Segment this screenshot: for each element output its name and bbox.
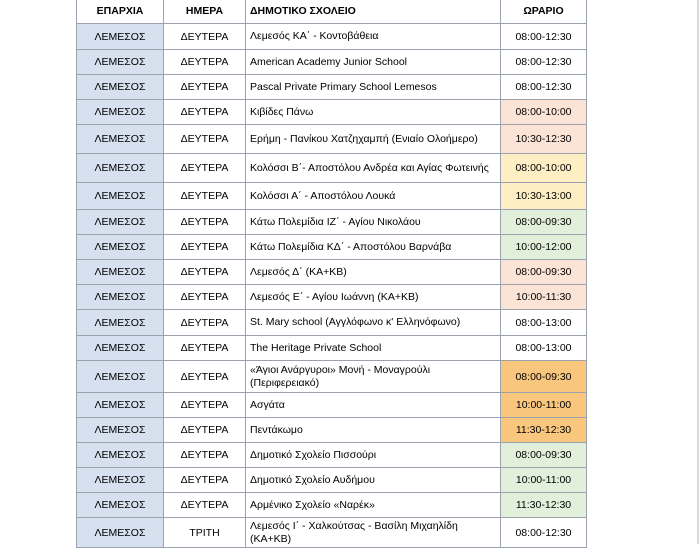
cell-region: ΛΕΜΕΣΟΣ bbox=[77, 393, 164, 418]
table-row bbox=[77, 183, 587, 210]
table-row bbox=[77, 493, 587, 518]
table-row bbox=[77, 24, 587, 50]
table-row bbox=[77, 285, 587, 310]
header-school: ΔΗΜΟΤΙΚΟ ΣΧΟΛΕΙΟ bbox=[246, 0, 501, 24]
cell-region: ΛΕΜΕΣΟΣ bbox=[77, 75, 164, 100]
cell-school: «Άγιοι Ανάργυροι» Μονή - Μοναγρούλι (Περιφερειακό) bbox=[246, 361, 501, 393]
table-row bbox=[77, 336, 587, 361]
table-row bbox=[77, 235, 587, 260]
cell-time: 10:00-12:00 bbox=[501, 235, 587, 260]
cell-day: ΤΡΙΤΗ bbox=[164, 518, 246, 548]
cell-day: ΔΕΥΤΕΡΑ bbox=[164, 418, 246, 443]
table-row bbox=[77, 260, 587, 285]
cell-region: ΛΕΜΕΣΟΣ bbox=[77, 183, 164, 210]
school-schedule-table bbox=[76, 0, 587, 548]
cell-region: ΛΕΜΕΣΟΣ bbox=[77, 125, 164, 154]
cell-day: ΔΕΥΤΕΡΑ bbox=[164, 75, 246, 100]
cell-time: 08:00-12:30 bbox=[501, 518, 587, 548]
cell-day: ΔΕΥΤΕΡΑ bbox=[164, 210, 246, 235]
cell-school: Κάτω Πολεμίδια ΙΖ΄ - Αγίου Νικολάου bbox=[246, 210, 501, 235]
cell-time: 08:00-12:30 bbox=[501, 50, 587, 75]
cell-time: 08:00-09:30 bbox=[501, 210, 587, 235]
header-day: ΗΜΕΡΑ bbox=[164, 0, 246, 24]
cell-time: 10:30-13:00 bbox=[501, 183, 587, 210]
cell-day: ΔΕΥΤΕΡΑ bbox=[164, 285, 246, 310]
cell-time: 08:00-12:30 bbox=[501, 75, 587, 100]
cell-region: ΛΕΜΕΣΟΣ bbox=[77, 493, 164, 518]
cell-region: ΛΕΜΕΣΟΣ bbox=[77, 154, 164, 183]
cell-region: ΛΕΜΕΣΟΣ bbox=[77, 518, 164, 548]
cell-school: Δημοτικό Σχολείο Αυδήμου bbox=[246, 468, 501, 493]
cell-region: ΛΕΜΕΣΟΣ bbox=[77, 418, 164, 443]
cell-school: Κολόσσι Β΄- Αποστόλου Ανδρέα και Αγίας Φωτεινής bbox=[246, 154, 501, 183]
cell-time: 08:00-12:30 bbox=[501, 24, 587, 50]
cell-day: ΔΕΥΤΕΡΑ bbox=[164, 310, 246, 336]
cell-school: Λεμεσός ΚΑ΄ - Κοντοβάθεια bbox=[246, 24, 501, 50]
cell-time: 10:00-11:00 bbox=[501, 393, 587, 418]
table-row bbox=[77, 125, 587, 154]
cell-region: ΛΕΜΕΣΟΣ bbox=[77, 24, 164, 50]
table-row bbox=[77, 50, 587, 75]
cell-time: 10:00-11:30 bbox=[501, 285, 587, 310]
cell-school: Αρμένικο Σχολείο «Ναρέκ» bbox=[246, 493, 501, 518]
cell-school: Ασγάτα bbox=[246, 393, 501, 418]
cell-time: 08:00-09:30 bbox=[501, 361, 587, 393]
table-row bbox=[77, 418, 587, 443]
cell-time: 08:00-13:00 bbox=[501, 310, 587, 336]
cell-time: 10:30-12:30 bbox=[501, 125, 587, 154]
header-region: ΕΠΑΡΧΙΑ bbox=[77, 0, 164, 24]
cell-school: Πεντάκωμο bbox=[246, 418, 501, 443]
cell-region: ΛΕΜΕΣΟΣ bbox=[77, 50, 164, 75]
table-row bbox=[77, 518, 587, 548]
cell-day: ΔΕΥΤΕΡΑ bbox=[164, 361, 246, 393]
cell-day: ΔΕΥΤΕΡΑ bbox=[164, 260, 246, 285]
table-row bbox=[77, 468, 587, 493]
cell-day: ΔΕΥΤΕΡΑ bbox=[164, 100, 246, 125]
cell-day: ΔΕΥΤΕΡΑ bbox=[164, 443, 246, 468]
cell-region: ΛΕΜΕΣΟΣ bbox=[77, 468, 164, 493]
table-row bbox=[77, 443, 587, 468]
cell-region: ΛΕΜΕΣΟΣ bbox=[77, 100, 164, 125]
cell-school: Λεμεσός Δ΄ (ΚΑ+ΚΒ) bbox=[246, 260, 501, 285]
table-row bbox=[77, 393, 587, 418]
cell-day: ΔΕΥΤΕΡΑ bbox=[164, 50, 246, 75]
cell-day: ΔΕΥΤΕΡΑ bbox=[164, 154, 246, 183]
cell-time: 10:00-11:00 bbox=[501, 468, 587, 493]
cell-day: ΔΕΥΤΕΡΑ bbox=[164, 493, 246, 518]
cell-time: 11:30-12:30 bbox=[501, 493, 587, 518]
cell-region: ΛΕΜΕΣΟΣ bbox=[77, 361, 164, 393]
cell-school: Ερήμη - Πανίκου Χατζηχαμπή (Ενιαίο Ολοήμερο) bbox=[246, 125, 501, 154]
cell-day: ΔΕΥΤΕΡΑ bbox=[164, 183, 246, 210]
cell-school: American Academy Junior School bbox=[246, 50, 501, 75]
header-time: ΩΡΑΡΙΟ bbox=[501, 0, 587, 24]
cell-time: 08:00-13:00 bbox=[501, 336, 587, 361]
cell-day: ΔΕΥΤΕΡΑ bbox=[164, 336, 246, 361]
cell-day: ΔΕΥΤΕΡΑ bbox=[164, 235, 246, 260]
cell-school: Λεμεσός Ε΄ - Αγίου Ιωάννη (ΚΑ+ΚΒ) bbox=[246, 285, 501, 310]
cell-time: 11:30-12:30 bbox=[501, 418, 587, 443]
cell-region: ΛΕΜΕΣΟΣ bbox=[77, 260, 164, 285]
cell-school: The Heritage Private School bbox=[246, 336, 501, 361]
table-header-row bbox=[77, 0, 587, 24]
cell-school: Λεμεσός Ι΄ - Χαλκούτσας - Βασίλη Μιχαηλίδη (ΚΑ+ΚΒ) bbox=[246, 518, 501, 548]
table-row bbox=[77, 75, 587, 100]
cell-day: ΔΕΥΤΕΡΑ bbox=[164, 125, 246, 154]
table-row bbox=[77, 100, 587, 125]
cell-region: ΛΕΜΕΣΟΣ bbox=[77, 285, 164, 310]
table-row bbox=[77, 210, 587, 235]
cell-time: 08:00-10:00 bbox=[501, 100, 587, 125]
cell-day: ΔΕΥΤΕΡΑ bbox=[164, 468, 246, 493]
cell-region: ΛΕΜΕΣΟΣ bbox=[77, 336, 164, 361]
cell-school: Pascal Private Primary School Lemesos bbox=[246, 75, 501, 100]
cell-day: ΔΕΥΤΕΡΑ bbox=[164, 393, 246, 418]
cell-time: 08:00-09:30 bbox=[501, 260, 587, 285]
cell-school: St. Mary school (Αγγλόφωνο κ' Ελληνόφωνο) bbox=[246, 310, 501, 336]
cell-school: Δημοτικό Σχολείο Πισσούρι bbox=[246, 443, 501, 468]
cell-time: 08:00-09:30 bbox=[501, 443, 587, 468]
table-row bbox=[77, 154, 587, 183]
cell-school: Κάτω Πολεμίδια ΚΔ΄ - Αποστόλου Βαρνάβα bbox=[246, 235, 501, 260]
table-row bbox=[77, 361, 587, 393]
cell-school: Κολόσσι Α΄ - Αποστόλου Λουκά bbox=[246, 183, 501, 210]
cell-day: ΔΕΥΤΕΡΑ bbox=[164, 24, 246, 50]
cell-region: ΛΕΜΕΣΟΣ bbox=[77, 443, 164, 468]
cell-time: 08:00-10:00 bbox=[501, 154, 587, 183]
cell-region: ΛΕΜΕΣΟΣ bbox=[77, 235, 164, 260]
cell-region: ΛΕΜΕΣΟΣ bbox=[77, 210, 164, 235]
cell-region: ΛΕΜΕΣΟΣ bbox=[77, 310, 164, 336]
cell-school: Κιβίδες Πάνω bbox=[246, 100, 501, 125]
table-row bbox=[77, 310, 587, 336]
